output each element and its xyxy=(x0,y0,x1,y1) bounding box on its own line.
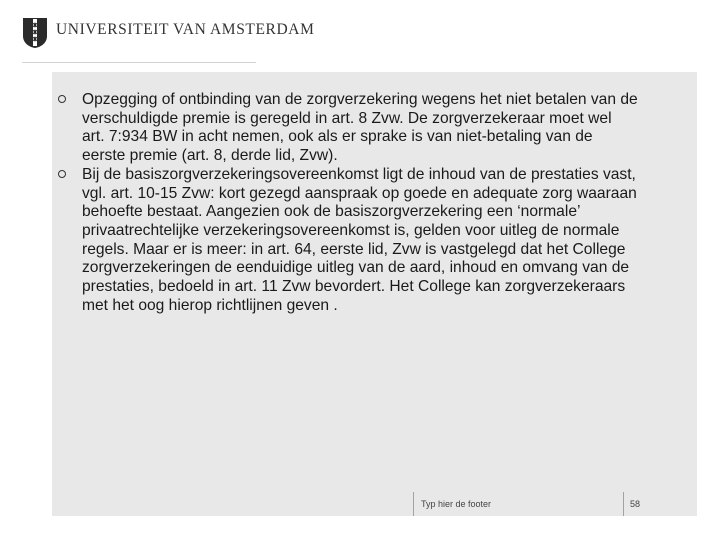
page-number: 58 xyxy=(630,499,641,509)
institution-name: UNIVERSITEIT VAN AMSTERDAM xyxy=(56,21,315,38)
bullet-text: Opzegging of ontbinding van de zorgverzekering wegens het niet betalen van de verschuldigde premie is geregeld in art. 8 Zvw. De zorgverzekeraar moet wel art. 7:934 BW in acht nemen, ook als er sprake is van niet-betaling van de eerste premie (art. 8, derde lid, Zvw). xyxy=(82,91,638,165)
bullet-text: Bij de basiszorgverzekeringsovereenkomst ligt de inhoud van de prestaties vast, vgl. art. 10-15 Zvw: kort gezegd aanspraak op goede en adequate zorg waaraan behoefte bestaat. Aangezien ook de basiszorgverzekering een ‘normale’ privaatrechtelijke verzekeringsovereenkomst is, gelden voor uitleg de normale regels. Maar er is meer: in art. 64, eerste lid, Zvw is vastgelegd dat het College zorgverzekeringen de eenduidige uitleg van de aard, inhoud en omvang van de prestaties, bedoeld in art. 11 Zvw bevordert. Het College kan zorgverzekeraars met het oog hierop richtlijnen geven . xyxy=(82,165,637,314)
header-divider xyxy=(22,62,256,63)
coat-of-arms-icon xyxy=(22,17,48,49)
bullet-item xyxy=(58,91,638,166)
header xyxy=(0,0,720,70)
footer-divider-right xyxy=(623,492,624,516)
bullet-circle-icon xyxy=(58,95,66,103)
footer-divider-left xyxy=(413,492,414,516)
bullet-item xyxy=(58,166,638,316)
footer-text: Typ hier de footer xyxy=(421,499,492,509)
bullet-circle-icon xyxy=(58,170,66,178)
bullet-list xyxy=(58,91,638,315)
